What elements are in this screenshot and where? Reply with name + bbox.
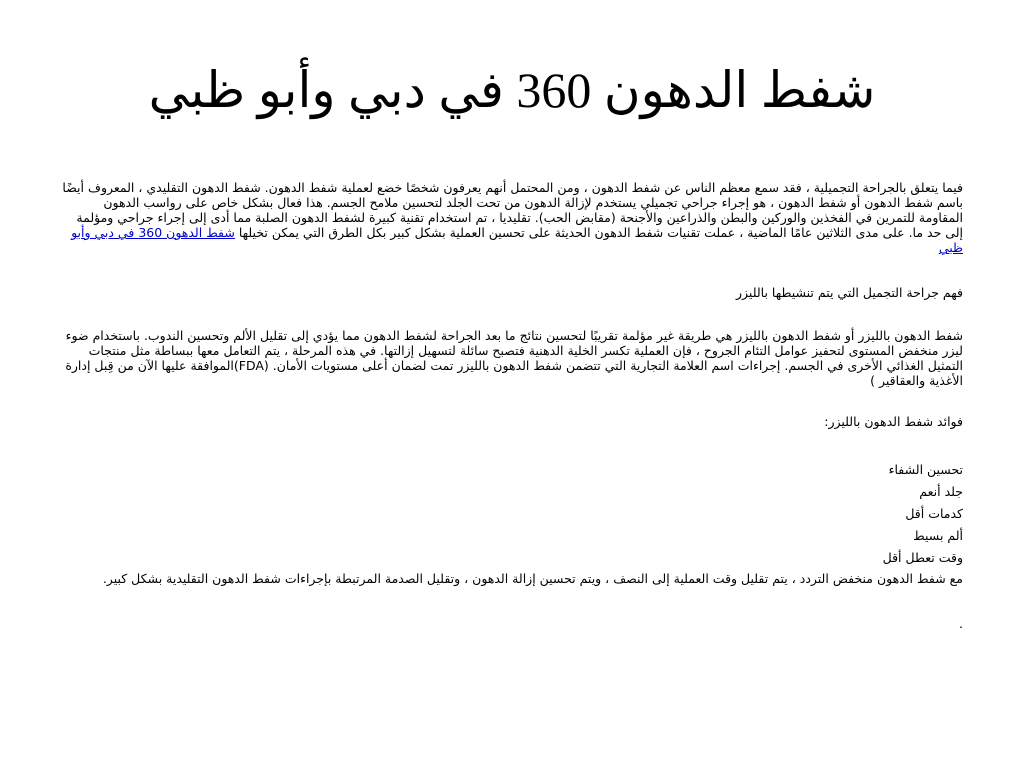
intro-text: فيما يتعلق بالجراحة التجميلية ، فقد سمع معظم الناس عن شفط الدهون ، ومن المحتمل أنهم يعرفون شخصًا خضع لعملية شفط الدهون. شفط الدهون التقليدي ، المعروف أيضًا باسم شفط الدهون أو شفط الدهون ، هو إجراء جراحي تجميلي يستخدم لإزالة الدهون من تحت الجلد لتحسين ملامح الجسم. هذا فعال بشكل خاص على رواسب الدهون المقاومة للتمرين في الفخذين والوركين والبطن والذراعين والأجنحة (مقابض الحب). تقليديا ، تم استخدام تقنية كبيرة لشفط الدهون الصلبة مما أدى إلى إجراء جراحي ومؤلمة إلى حد ما. على مدى الثلاثين عامًا الماضية ، عملت تقنيات شفط الدهون الحديثة على تحسين العملية بشكل كبير بكل الطرق التي يمكن تخيلها — [62, 180, 963, 240]
list-item: تحسين الشفاء — [888, 462, 963, 477]
trailing-dot: . — [959, 616, 963, 631]
benefits-list — [62, 459, 963, 569]
intro-paragraph — [62, 180, 963, 255]
list-item: كدمات أقل — [905, 506, 963, 521]
list-item: ألم بسيط — [913, 528, 963, 543]
content-body — [62, 180, 963, 631]
intro-link[interactable]: شفط الدهون 360 في دبي وأبو ظبي — [71, 225, 963, 255]
list-item: جلد أنعم — [919, 484, 963, 499]
page-title: شفط الدهون 360 في دبي وأبو ظبي — [148, 62, 876, 118]
list-item: وقت تعطل أقل — [882, 550, 963, 565]
laser-heading: فهم جراحة التجميل التي يتم تنشيطها بالليزر — [736, 285, 963, 300]
closing-paragraph: مع شفط الدهون منخفض التردد ، يتم تقليل وقت العملية إلى النصف ، ويتم تحسين إزالة الدهون ، وتقليل الصدمة المرتبطة بإجراءات شفط الدهون التقليدية بشكل كبير. — [102, 571, 963, 586]
benefits-heading: فوائد شفط الدهون بالليزر: — [824, 414, 963, 429]
laser-paragraph: شفط الدهون بالليزر أو شفط الدهون بالليزر هي طريقة غير مؤلمة تقريبًا لتحسين نتائج ما بعد الجراحة لشفط الدهون مما يؤدي إلى تقليل الألم وتحسين الندوب. باستخدام ضوء ليزر منخفض المستوى لتحفيز عوامل التئام الجروح ، فإن العملية تكسر الخلية الدهنية فتصبح سائلة لتسهيل إزالتها. في هذه المرحلة ، يتم التعامل معها ببساطة مثل منتجات التمثيل الغذائي الأخرى في الجسم. إجراءات اسم العلامة التجارية التي تتضمن شفط الدهون بالليزر تمت لضمان أعلى مستويات الأمان. (FDA)الموافقة عليها الآن من قِبل إدارة الأغذية والعقاقير ) — [65, 328, 963, 388]
